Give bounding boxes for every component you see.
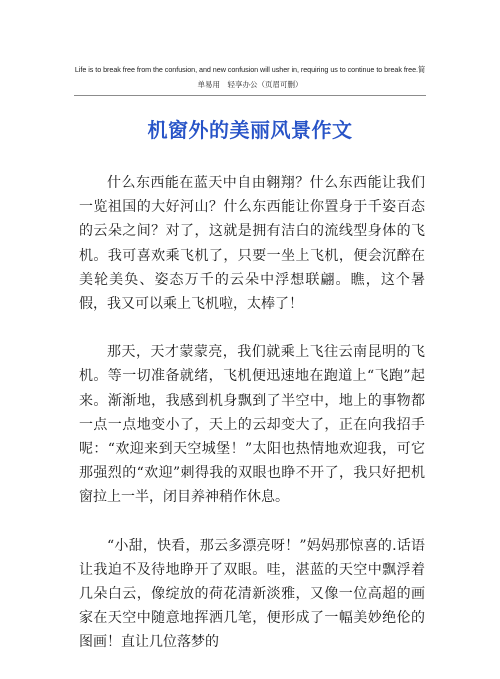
page-header (70, 63, 430, 92)
header-divider (74, 95, 426, 96)
paragraph-3: “小甜，快看，那云多漂亮呀！”妈妈那惊喜的.话语让我迫不及待地睁开了双眼。哇，湛蓝的天空中飘浮着几朵白云，像绽放的荷花清新淡雅，又像一位高超的画家在天空中随意地挥洒几笔，便形成了一幅美妙绝伦的图画！直让几位落梦的 (79, 537, 425, 651)
header-tagline: Life is to break free from the confusion, and new confusion will usher in, requiring us to continue to break free.简 (74, 65, 426, 74)
paragraph-1: 什么东西能在蓝天中自由翱翔？什么东西能让我们一览祖国的大好河山？什么东西能让你置身于千姿百态的云朵之间？对了，这就是拥有洁白的流线型身体的飞机。我可喜欢乘飞机了，只要一坐上飞机，便会沉醉在美轮美奂、姿态万千的云朵中浮想联翩。瞧，这个暑假，我又可以乘上飞机啦，太棒了！ (79, 175, 425, 313)
header-subline: 单易用 轻享办公（页眉可删） (197, 80, 303, 89)
document-body (79, 171, 425, 679)
paragraph-2: 那天，天才蒙蒙亮，我们就乘上飞往云南昆明的飞机。等一切准备就绪，飞机便迅速地在跑道上“飞跑”起来。渐渐地，我感到机身飘到了半空中，地上的事物都一点一点地变小了，天上的云却变大了，正在向我招手呢：“欢迎来到天空城堡！”太阳也热情地欢迎我，可它那强烈的“欢迎”刺得我的双眼也睁不开了，我只好把机窗拉上一半，闭目养神稍作休息。 (79, 344, 425, 506)
document-title: 机窗外的美丽风景作文 (147, 118, 353, 142)
